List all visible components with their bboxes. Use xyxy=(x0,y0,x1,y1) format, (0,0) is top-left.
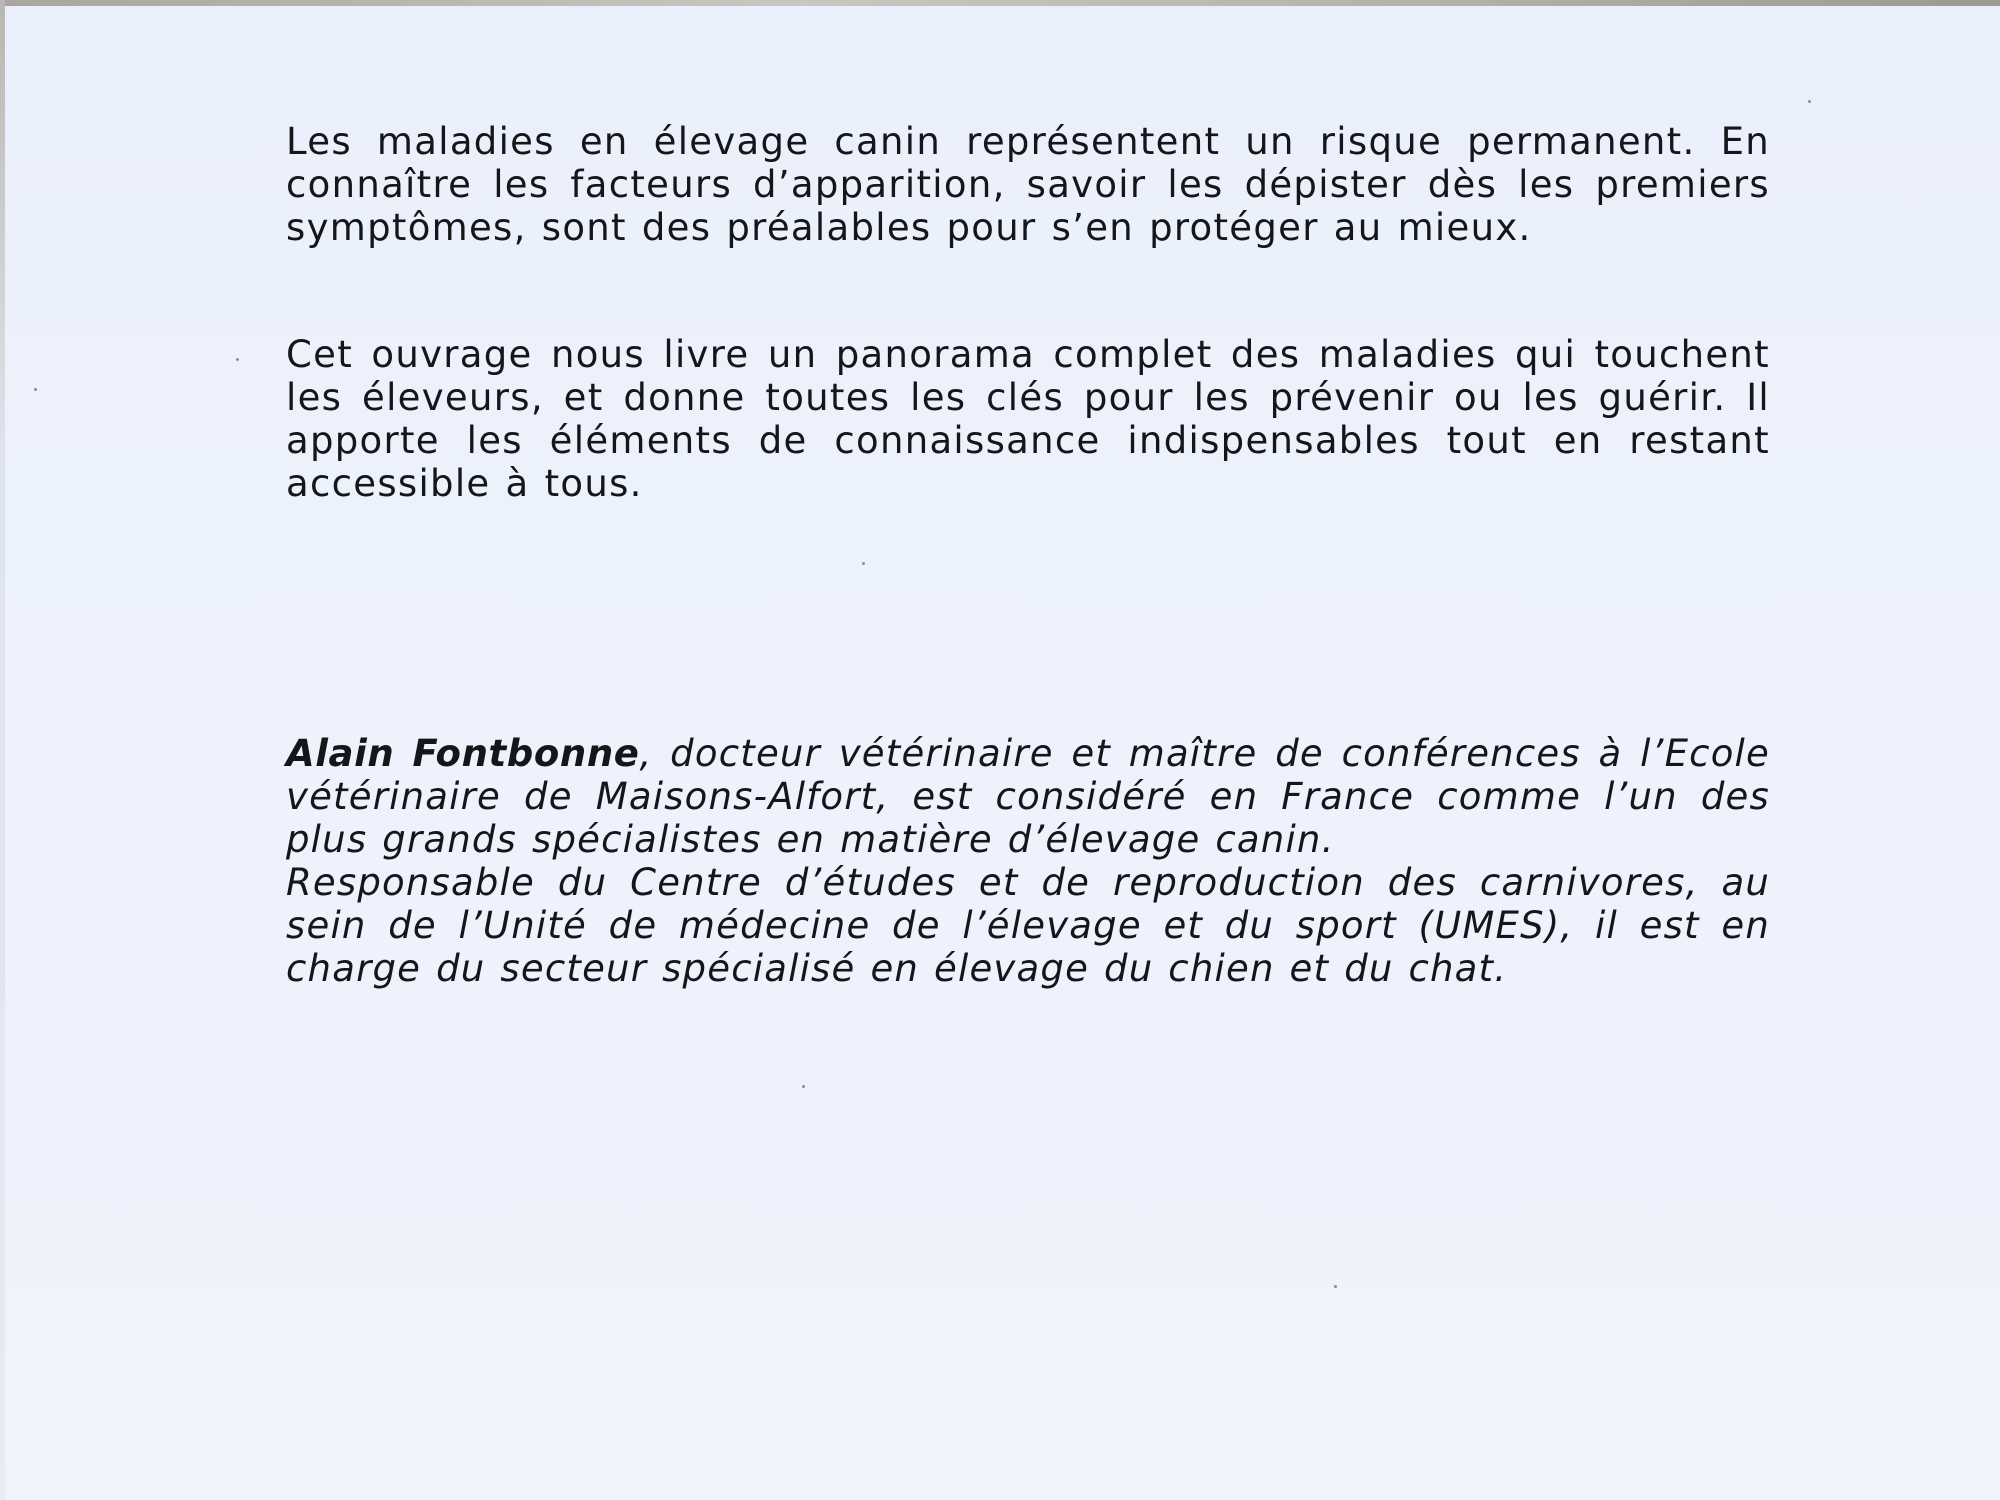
author-biography xyxy=(286,732,1770,990)
biography-text-1: , docteur vétérinaire et maître de conférences à l’Ecole vétérinaire de Maisons-Alfort, est considéré en France comme l’un des plus grands spécialistes en matière d’élevage canin. xyxy=(286,732,1770,861)
biography-paragraph-2: Responsable du Centre d’études et de reproduction des carnivores, au sein de l’Unité de médecine de l’élevage et du sport (UMES), il est en charge du secteur spécialisé en élevage du chien et du chat. xyxy=(286,861,1770,990)
author-name: Alain Fontbonne xyxy=(286,732,640,775)
paper-speck xyxy=(34,388,37,391)
paragraph-text: Cet ouvrage nous livre un panorama complet des maladies qui touchent les éleveurs, et donne toutes les clés pour les prévenir ou les guérir. Il apporte les éléments de connaissance indispensables tout en restant accessible à tous. xyxy=(286,333,1770,505)
paper-top-edge xyxy=(0,0,2000,6)
paper-left-edge xyxy=(0,0,5,1500)
paragraph-text: Les maladies en élevage canin représentent un risque permanent. En connaître les facteurs d’apparition, savoir les dépister dès les premiers symptômes, sont des préalables pour s’en protéger au mieux. xyxy=(286,120,1770,249)
paper-speck xyxy=(1334,1285,1337,1288)
paper-speck xyxy=(862,562,865,565)
biography-paragraph-1 xyxy=(286,732,1770,861)
paper-speck xyxy=(802,1085,805,1088)
paper-speck xyxy=(1808,100,1811,103)
description-paragraph-1 xyxy=(286,120,1770,249)
paper-speck xyxy=(236,358,239,361)
description-paragraph-2 xyxy=(286,333,1770,505)
